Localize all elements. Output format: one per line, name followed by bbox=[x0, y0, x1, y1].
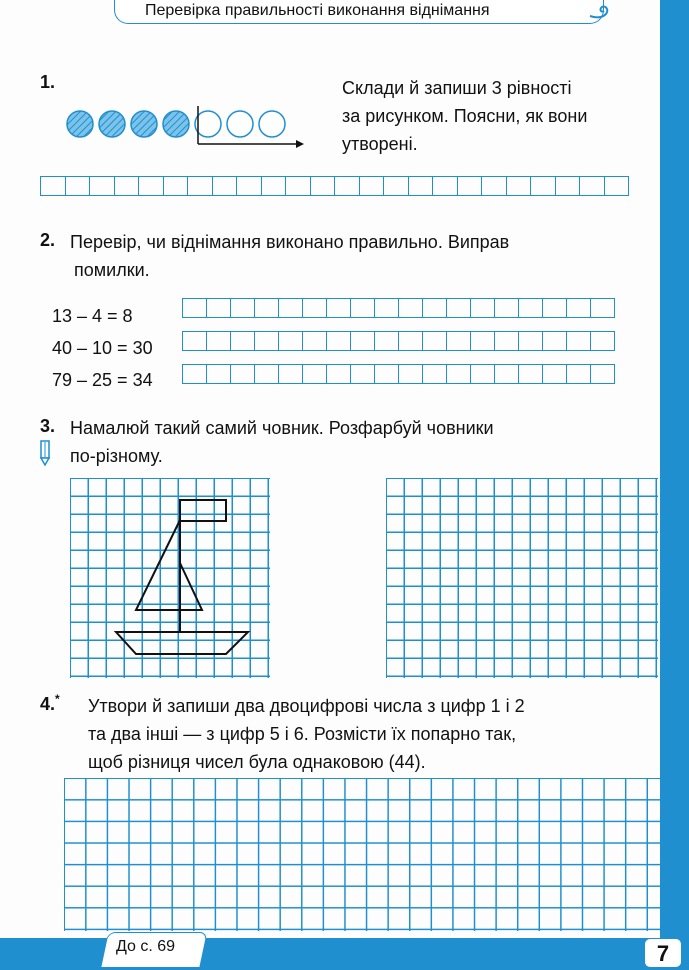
task3-line-2: по-різному. bbox=[70, 446, 163, 466]
answer-cell[interactable] bbox=[567, 331, 591, 351]
shaded-circle bbox=[131, 111, 157, 137]
answer-cell[interactable] bbox=[303, 364, 327, 384]
answer-cell[interactable] bbox=[399, 364, 423, 384]
answer-cell[interactable] bbox=[115, 176, 140, 196]
task2-line-1: Перевір, чи віднімання виконано правильно. Виправ bbox=[70, 232, 510, 252]
answer-cell[interactable] bbox=[399, 331, 423, 351]
answer-grid-task4[interactable] bbox=[64, 778, 670, 931]
answer-cell[interactable] bbox=[471, 298, 495, 318]
answer-cell[interactable] bbox=[279, 298, 303, 318]
page-number: 7 bbox=[644, 938, 682, 968]
footer-reference: До с. 69 bbox=[116, 938, 176, 955]
answer-cell[interactable] bbox=[531, 176, 556, 196]
answer-cell[interactable] bbox=[447, 298, 471, 318]
answer-cell[interactable] bbox=[255, 331, 279, 351]
answer-cell[interactable] bbox=[351, 331, 375, 351]
empty-circle bbox=[195, 111, 221, 137]
answer-cell[interactable] bbox=[327, 331, 351, 351]
shaded-circle bbox=[163, 111, 189, 137]
answer-cell[interactable] bbox=[183, 364, 207, 384]
curl-icon bbox=[588, 2, 610, 20]
header-title: Перевірка правильності виконання віднімання bbox=[145, 2, 490, 19]
answer-cell[interactable] bbox=[351, 364, 375, 384]
answer-cell[interactable] bbox=[207, 298, 231, 318]
answer-cell[interactable] bbox=[139, 176, 164, 196]
answer-cell[interactable] bbox=[495, 298, 519, 318]
answer-cell[interactable] bbox=[188, 176, 213, 196]
answer-cell[interactable] bbox=[351, 298, 375, 318]
answer-cell[interactable] bbox=[255, 364, 279, 384]
answer-cell[interactable] bbox=[519, 364, 543, 384]
answer-cell[interactable] bbox=[262, 176, 287, 196]
answer-cell[interactable] bbox=[605, 176, 630, 196]
answer-cell[interactable] bbox=[495, 364, 519, 384]
answer-cell[interactable] bbox=[213, 176, 238, 196]
boat-left-sail bbox=[136, 520, 180, 610]
answer-cell[interactable] bbox=[409, 176, 434, 196]
answer-cell[interactable] bbox=[482, 176, 507, 196]
answer-cell[interactable] bbox=[399, 298, 423, 318]
answer-cell[interactable] bbox=[286, 176, 311, 196]
answer-cell[interactable] bbox=[303, 331, 327, 351]
answer-cell[interactable] bbox=[66, 176, 91, 196]
answer-cell[interactable] bbox=[384, 176, 409, 196]
answer-cell[interactable] bbox=[360, 176, 385, 196]
answer-cell[interactable] bbox=[519, 298, 543, 318]
task4-star: * bbox=[55, 692, 60, 706]
answer-cells-eq3[interactable] bbox=[182, 364, 615, 384]
answer-cell[interactable] bbox=[433, 176, 458, 196]
boat-drawing bbox=[70, 478, 270, 678]
task4-text bbox=[88, 692, 525, 776]
answer-cell[interactable] bbox=[591, 364, 615, 384]
answer-cells-task1[interactable] bbox=[40, 176, 629, 196]
answer-cell[interactable] bbox=[507, 176, 532, 196]
task1-line-3: утворені. bbox=[342, 134, 418, 154]
empty-circle bbox=[259, 111, 285, 137]
empty-circle bbox=[227, 111, 253, 137]
answer-cell[interactable] bbox=[207, 331, 231, 351]
answer-cell[interactable] bbox=[458, 176, 483, 196]
equation-2: 40 – 10 = 30 bbox=[52, 338, 153, 358]
answer-cell[interactable] bbox=[375, 364, 399, 384]
boat-right-sail bbox=[180, 563, 202, 610]
task1-line-2: за рисунком. Поясни, як вони bbox=[342, 106, 588, 126]
answer-cell[interactable] bbox=[41, 176, 66, 196]
task2-number: 2. bbox=[40, 230, 56, 250]
task4-line-3: щоб різниця чисел була однаковою (44). bbox=[88, 752, 426, 772]
answer-cell[interactable] bbox=[543, 298, 567, 318]
answer-cell[interactable] bbox=[237, 176, 262, 196]
task4-number bbox=[40, 692, 60, 715]
answer-cell[interactable] bbox=[471, 364, 495, 384]
answer-cell[interactable] bbox=[543, 331, 567, 351]
answer-cell[interactable] bbox=[423, 364, 447, 384]
answer-cell[interactable] bbox=[327, 364, 351, 384]
answer-cell[interactable] bbox=[447, 364, 471, 384]
answer-cell[interactable] bbox=[567, 364, 591, 384]
answer-cell[interactable] bbox=[591, 298, 615, 318]
task3-number: 3. bbox=[40, 416, 56, 436]
answer-cell[interactable] bbox=[543, 364, 567, 384]
answer-cell[interactable] bbox=[255, 298, 279, 318]
answer-cell[interactable] bbox=[556, 176, 581, 196]
page-header bbox=[114, 0, 604, 24]
task3-text bbox=[70, 414, 494, 470]
answer-cell[interactable] bbox=[519, 331, 543, 351]
answer-cell[interactable] bbox=[164, 176, 189, 196]
answer-cell[interactable] bbox=[231, 331, 255, 351]
task4-line-2: та два інші — з цифр 5 і 6. Розмісти їх попарно так, bbox=[88, 724, 517, 744]
circles-figure bbox=[66, 104, 306, 154]
answer-cell[interactable] bbox=[279, 364, 303, 384]
answer-cell[interactable] bbox=[231, 298, 255, 318]
answer-cell[interactable] bbox=[375, 298, 399, 318]
task1-line-1: Склади й запиши 3 рівності bbox=[342, 78, 572, 98]
answer-cell[interactable] bbox=[567, 298, 591, 318]
answer-cell[interactable] bbox=[423, 298, 447, 318]
equation-3: 79 – 25 = 34 bbox=[52, 370, 153, 390]
answer-cell[interactable] bbox=[311, 176, 336, 196]
answer-cell[interactable] bbox=[495, 331, 519, 351]
task2-text bbox=[70, 228, 509, 284]
task4-number-text: 4. bbox=[40, 694, 56, 714]
answer-cell[interactable] bbox=[183, 331, 207, 351]
answer-cell[interactable] bbox=[580, 176, 605, 196]
answer-cell[interactable] bbox=[471, 331, 495, 351]
answer-cell[interactable] bbox=[375, 331, 399, 351]
answer-cell[interactable] bbox=[591, 331, 615, 351]
answer-cell[interactable] bbox=[90, 176, 115, 196]
task3-line-1: Намалюй такий самий човник. Розфарбуй човники bbox=[70, 418, 494, 438]
boat-hull bbox=[116, 632, 248, 654]
answer-cell[interactable] bbox=[231, 364, 255, 384]
task1-text bbox=[342, 74, 587, 158]
task1-number: 1. bbox=[40, 72, 56, 92]
answer-cells-eq2[interactable] bbox=[182, 331, 615, 351]
pencil-icon bbox=[38, 440, 52, 466]
task4-line-1: Утвори й запиши два двоцифрові числа з цифр 1 і 2 bbox=[88, 696, 525, 716]
answer-cell[interactable] bbox=[447, 331, 471, 351]
answer-cell[interactable] bbox=[279, 331, 303, 351]
answer-cells-eq1[interactable] bbox=[182, 298, 615, 318]
answer-cell[interactable] bbox=[423, 331, 447, 351]
answer-cell[interactable] bbox=[327, 298, 351, 318]
answer-cell[interactable] bbox=[303, 298, 327, 318]
answer-cell[interactable] bbox=[335, 176, 360, 196]
drawing-grid[interactable] bbox=[386, 478, 658, 678]
boat-flag bbox=[180, 500, 226, 521]
task2-line-2: помилки. bbox=[74, 260, 150, 280]
answer-cell[interactable] bbox=[183, 298, 207, 318]
answer-cell[interactable] bbox=[207, 364, 231, 384]
shaded-circle bbox=[99, 111, 125, 137]
equation-1: 13 – 4 = 8 bbox=[52, 306, 133, 326]
shaded-circle bbox=[67, 111, 93, 137]
arrow-head-icon bbox=[296, 140, 304, 148]
